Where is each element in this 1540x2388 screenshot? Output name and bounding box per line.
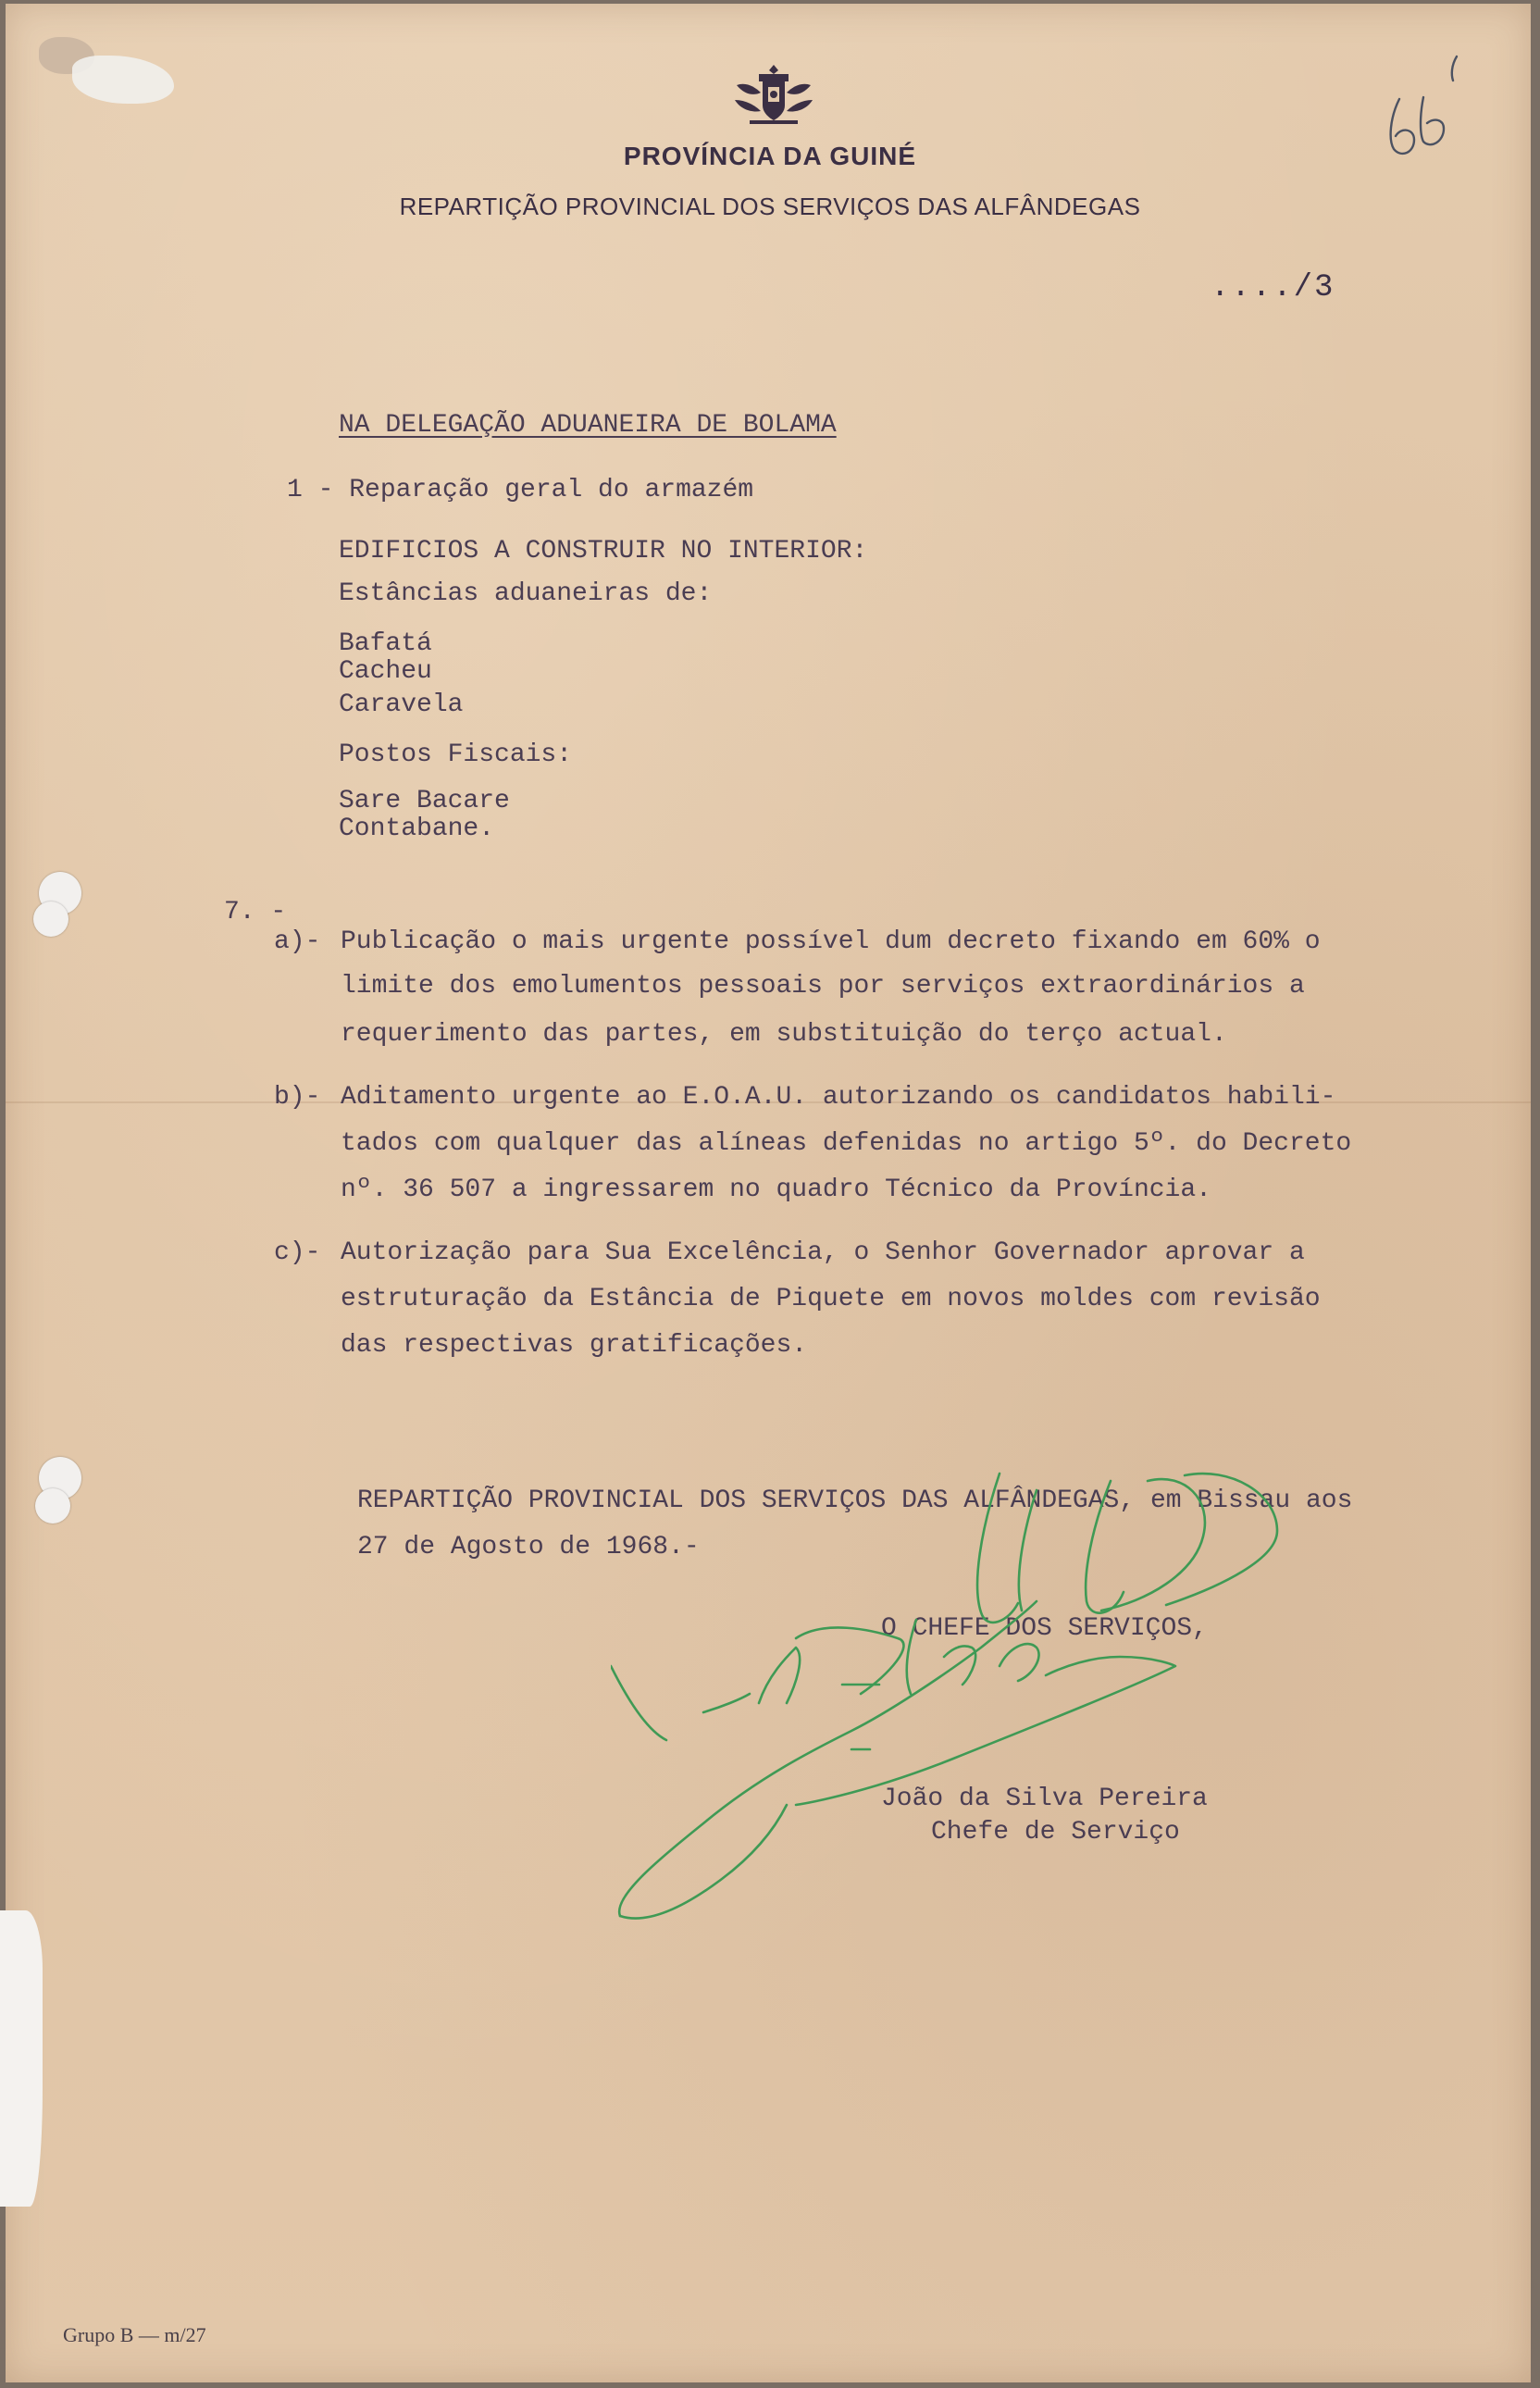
estancia-item: Cacheu [339,657,432,686]
estancia-item: Bafatá [339,629,432,658]
form-code: Grupo B — m/27 [63,2323,206,2346]
department-title: REPARTIÇÃO PROVINCIAL DOS SERVIÇOS DAS ALFÂNDEGAS [399,193,1141,220]
sub-a-line: Publicação o mais urgente possível dum decreto fixando em 60% o [341,927,1321,956]
page-marker: ..../3 [1211,270,1335,305]
sub-c-line: das respectivas gratificações. [341,1331,808,1360]
handwritten-signature [611,1472,1536,1934]
handwritten-page-number-text: 65 [1483,155,1495,166]
sub-b-line: tados com qualquer das alíneas defenidas no artigo 5º. do Decreto [341,1129,1352,1158]
item-1: 1 - Reparação geral do armazém [287,476,754,504]
signatory-name: João da Silva Pereira [881,1785,1208,1813]
signatory-title: O CHEFE DOS SERVIÇOS, [881,1614,1208,1643]
sub-c-marker: c)- [274,1238,321,1267]
sub-b-line: nº. 36 507 a ingressarem no quadro Técnico da Província. [341,1175,1211,1204]
sub-a-line: limite dos emolumentos pessoais por serviços extraordinários a [341,972,1305,1001]
torn-edge [0,1910,43,2207]
posto-item: Sare Bacare [339,787,510,815]
section-title: NA DELEGAÇÃO ADUANEIRA DE BOLAMA [339,411,837,440]
postos-label: Postos Fiscais: [339,740,573,769]
province-title: PROVÍNCIA DA GUINÉ [623,142,917,170]
construir-heading: EDIFICIOS A CONSTRUIR NO INTERIOR: [339,537,868,566]
coat-of-arms-emblem [731,63,816,130]
signatory-role: Chefe de Serviço [931,1818,1180,1847]
handwritten-page-number [1379,51,1527,190]
punch-hole-top-lower [33,902,68,937]
estancias-label: Estâncias aduaneiras de: [339,579,713,608]
sub-b-marker: b)- [274,1083,321,1112]
estancia-item: Caravela [339,690,464,719]
sub-c-line: Autorização para Sua Excelência, o Senhor Governador aprovar a [341,1238,1305,1267]
sub-c-line: estruturação da Estância de Piquete em novos moldes com revisão [341,1285,1321,1313]
torn-corner-scrap [72,56,174,104]
sub-a-line: requerimento das partes, em substituição do terço actual. [341,1020,1227,1049]
posto-item: Contabane. [339,815,495,843]
closing-line: REPARTIÇÃO PROVINCIAL DOS SERVIÇOS DAS ALFÂNDEGAS, em Bissau aos [357,1486,1353,1515]
sub-b-line: Aditamento urgente ao E.O.A.U. autorizando os candidatos habili- [341,1083,1336,1112]
item-7: 7. - [224,898,287,927]
sub-a-marker: a)- [274,927,321,956]
punch-hole-bottom-lower [35,1488,70,1524]
closing-date: 27 de Agosto de 1968.- [357,1533,700,1561]
